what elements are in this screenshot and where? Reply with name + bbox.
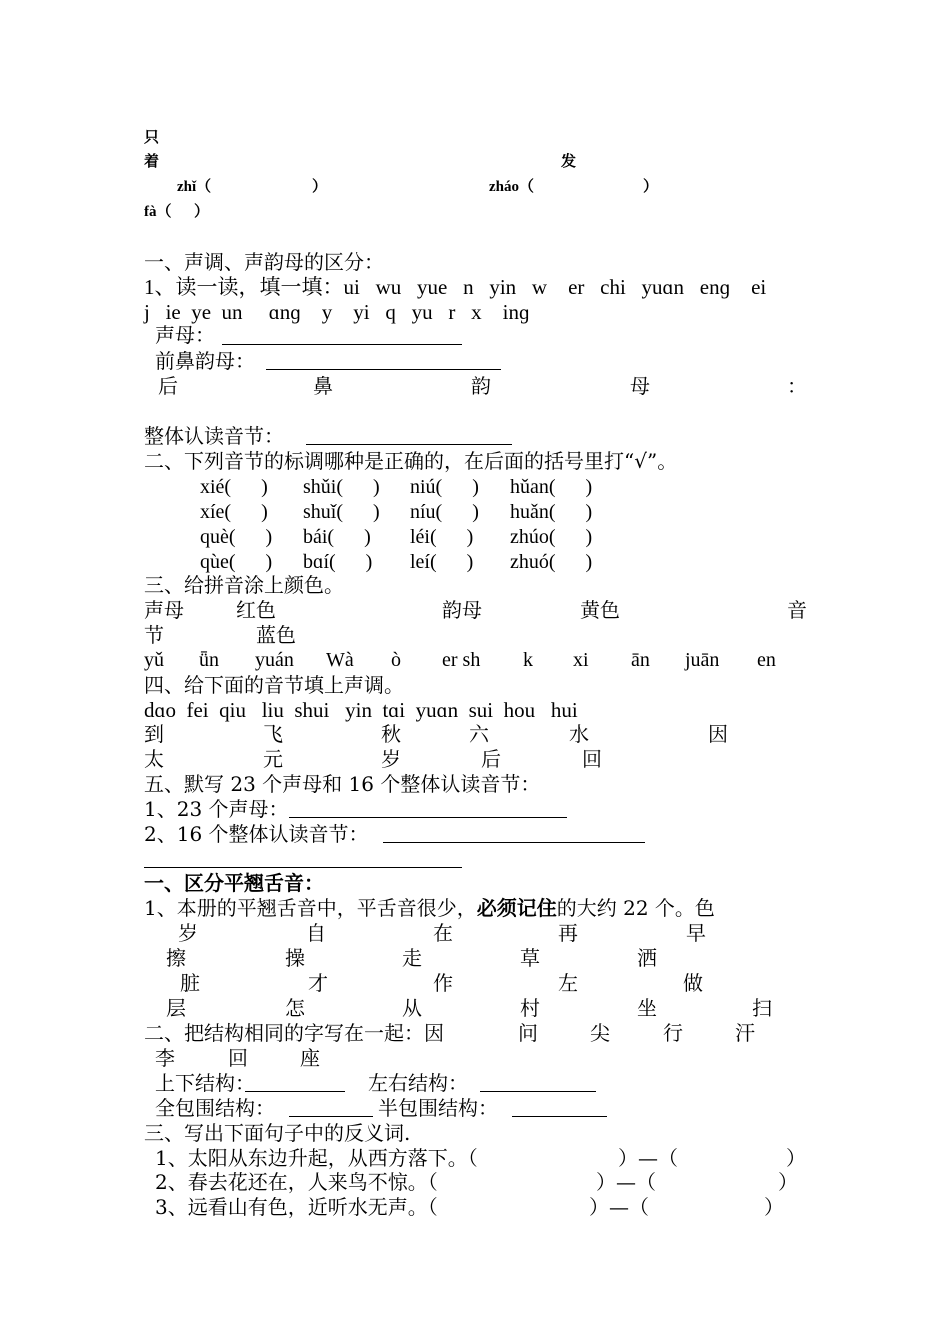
structure-title: 二、把结构相同的字写在一起：因 — [144, 1021, 444, 1045]
pingqiao-r2-5: 洒 — [637, 946, 657, 970]
tone-option-r4-2: bɑí( ) — [303, 551, 373, 573]
tone-option-r1-4: hǔan( ) — [510, 476, 593, 498]
color-blue: 蓝色 — [256, 623, 296, 647]
antonym-sentence-2: 2、春去花还在，人来鸟不惊。（ — [155, 1170, 438, 1194]
pinyin-fa: fà（ ） — [144, 204, 209, 220]
hou-char-1: 后 — [158, 374, 178, 398]
color-pinyin-10: juān — [685, 649, 720, 671]
section1-title: 一、声调、声韵母的区分： — [144, 250, 384, 274]
tone-hanzi-b-5: 回 — [582, 747, 602, 771]
section5-title: 五、默写 23 个声母和 16 个整体认读音节： — [144, 772, 541, 796]
color-label-yunmu: 韵母 — [442, 598, 482, 622]
pingqiao-r1-2: 自 — [306, 921, 326, 945]
pingqiao-r4-5: 坐 — [637, 996, 657, 1020]
tone-hanzi-b-4: 后 — [481, 747, 501, 771]
hou-char-2: 鼻 — [313, 374, 333, 398]
hou-char-4: 母 — [630, 374, 650, 398]
color-pinyin-11: en — [757, 649, 776, 671]
zuoyou-label: 左右结构： — [368, 1071, 468, 1095]
antonym-dash-2: ）—（ — [596, 1170, 656, 1194]
shengmu-blank[interactable] — [222, 344, 462, 345]
pinyin-zhao-close: ） — [643, 179, 659, 195]
pinyin-zhao: zháo（ — [489, 179, 535, 195]
pinyin-zhi: zhǐ（ — [177, 179, 212, 195]
structure-char-hui: 回 — [228, 1046, 248, 1070]
shengmu-label: 声母： — [155, 323, 215, 347]
pingqiao-r3-2: 才 — [308, 971, 328, 995]
pingqiao-r3-5: 做 — [683, 971, 703, 995]
tone-hanzi-a-5: 水 — [569, 722, 589, 746]
header-char-zhi: 只 — [144, 130, 160, 146]
section1-q1-line2: j ie ye un ɑnɡ y yi q yu r x inɡ — [144, 300, 530, 324]
tone-option-r3-3: léi( ) — [410, 526, 474, 548]
color-red: 红色 — [236, 598, 276, 622]
tone-hanzi-a-3: 秋 — [381, 722, 401, 746]
color-pinyin-2: ǖn — [199, 649, 219, 671]
tone-option-r1-1: xié( ) — [200, 476, 268, 498]
tone-option-r2-4: huǎn( ) — [510, 501, 593, 523]
zuoyou-blank[interactable] — [480, 1091, 596, 1092]
color-pinyin-3: yuán — [255, 649, 294, 671]
hou-char-3: 韵 — [471, 374, 491, 398]
pingqiao-r2-2: 操 — [285, 946, 305, 970]
zhengti-blank[interactable] — [306, 444, 512, 445]
antonym-title: 三、写出下面句子中的反义词. — [144, 1121, 411, 1145]
section5-b-blank-2[interactable] — [144, 867, 462, 868]
tone-option-r1-2: shǔi( ) — [303, 476, 380, 498]
section3-title: 三、给拼音涂上颜色。 — [144, 573, 344, 597]
section4-title: 四、给下面的音节填上声调。 — [144, 673, 404, 697]
tone-option-r3-1: què( ) — [200, 526, 273, 548]
pingqiao-r1-1: 岁 — [178, 921, 198, 945]
tone-hanzi-a-6: 因 — [708, 722, 728, 746]
section5-b-label: 2、16 个整体认读音节： — [144, 822, 369, 846]
pingqiao-r3-1: 脏 — [180, 971, 200, 995]
antonym-dash-3: ）—（ — [589, 1195, 649, 1219]
hou-char-5: ： — [787, 374, 807, 398]
tone-hanzi-b-2: 元 — [263, 747, 283, 771]
antonym-close-3: ） — [764, 1195, 784, 1219]
tone-hanzi-a-4: 六 — [469, 722, 489, 746]
pingqiao-r2-1: 擦 — [166, 946, 186, 970]
quanbao-blank[interactable] — [289, 1116, 373, 1117]
structure-char-xing: 行 — [663, 1021, 683, 1045]
color-label-yinjie-b: 节 — [144, 623, 164, 647]
pingqiao-r1-4: 再 — [558, 921, 578, 945]
qianbi-label: 前鼻韵母： — [155, 349, 255, 373]
tone-hanzi-b-3: 岁 — [381, 747, 401, 771]
pingqiao-r4-3: 从 — [402, 996, 422, 1020]
shangxia-blank[interactable] — [245, 1091, 345, 1092]
pinyin-zhi-close: ） — [312, 179, 328, 195]
color-pinyin-7: k — [523, 649, 533, 671]
tone-option-r2-1: xíe( ) — [200, 501, 268, 523]
section5-a-label: 1、23 个声母： — [144, 797, 289, 821]
section5-a-blank[interactable] — [289, 817, 567, 818]
qianbi-blank[interactable] — [266, 369, 501, 370]
tone-option-r1-3: niú( ) — [410, 476, 479, 498]
color-label-shengmu: 声母 — [144, 598, 184, 622]
color-pinyin-9: ān — [631, 649, 650, 671]
pingqiao-r4-6: 扫 — [752, 996, 772, 1020]
section2-title: 二、下列音节的标调哪种是正确的，在后面的括号里打“√”。 — [144, 449, 678, 473]
structure-char-li: 李 — [155, 1046, 175, 1070]
antonym-dash-1: ）—（ — [618, 1146, 678, 1170]
zhengti-label: 整体认读音节： — [144, 424, 284, 448]
tone-option-r2-2: shuǐ( ) — [303, 501, 380, 523]
color-yellow: 黄色 — [580, 598, 620, 622]
antonym-close-2: ） — [778, 1170, 798, 1194]
pingqiao-r4-4: 村 — [520, 996, 540, 1020]
structure-char-wen: 问 — [518, 1021, 538, 1045]
tone-hanzi-b-1: 太 — [144, 747, 164, 771]
part2-intro: 1、本册的平翘舌音中，平舌音很少，必须记住的大约 22 个。色 — [144, 896, 715, 920]
color-pinyin-6: er sh — [442, 649, 481, 671]
section1-q1-line1: 1、读一读，填一填：ui wu yue n yin w er chi yuɑn enɡ ei — [144, 275, 767, 299]
antonym-sentence-3: 3、远看山有色，近听水无声。（ — [155, 1195, 438, 1219]
section5-b-blank[interactable] — [383, 842, 645, 843]
pingqiao-r2-3: 走 — [402, 946, 422, 970]
pingqiao-r3-4: 左 — [558, 971, 578, 995]
quanbao-label: 全包围结构： — [155, 1096, 275, 1120]
tone-option-r3-4: zhúo( ) — [510, 526, 593, 548]
part2-title: 一、区分平翘舌音： — [144, 871, 324, 895]
structure-char-jian: 尖 — [590, 1021, 610, 1045]
color-label-yinjie-a: 音 — [787, 598, 807, 622]
tone-option-r4-1: qùe( ) — [200, 551, 273, 573]
antonym-sentence-1: 1、太阳从东边升起，从西方落下。（ — [155, 1146, 478, 1170]
pingqiao-r1-3: 在 — [433, 921, 453, 945]
banbao-label: 半包围结构： — [378, 1096, 498, 1120]
color-pinyin-1: yǔ — [144, 649, 164, 671]
pingqiao-r4-1: 层 — [166, 996, 186, 1020]
tone-hanzi-a-1: 到 — [144, 722, 164, 746]
tone-option-r4-4: zhuó( ) — [510, 551, 593, 573]
color-pinyin-4: Wà — [326, 649, 354, 671]
color-pinyin-5: ò — [391, 649, 401, 671]
structure-char-zuo: 座 — [300, 1046, 320, 1070]
pingqiao-r1-5: 早 — [686, 921, 706, 945]
pingqiao-r3-3: 作 — [433, 971, 453, 995]
antonym-close-1: ） — [786, 1146, 806, 1170]
structure-char-han: 汗 — [735, 1021, 755, 1045]
pingqiao-r2-4: 草 — [520, 946, 540, 970]
header-char-fa: 发 — [561, 154, 577, 170]
header-char-zhao: 着 — [144, 154, 160, 170]
tone-option-r3-2: bái( ) — [303, 526, 371, 548]
tone-option-r2-3: níu( ) — [410, 501, 479, 523]
color-pinyin-8: xi — [573, 649, 589, 671]
pingqiao-r4-2: 怎 — [285, 996, 305, 1020]
tone-hanzi-a-2: 飞 — [263, 722, 283, 746]
section4-pinyin: dɑo fei qiu liu shui yin tɑi yuɑn sui hou hui — [144, 698, 578, 722]
banbao-blank[interactable] — [512, 1116, 607, 1117]
tone-option-r4-3: leí( ) — [410, 551, 474, 573]
shangxia-label: 上下结构： — [155, 1071, 255, 1095]
